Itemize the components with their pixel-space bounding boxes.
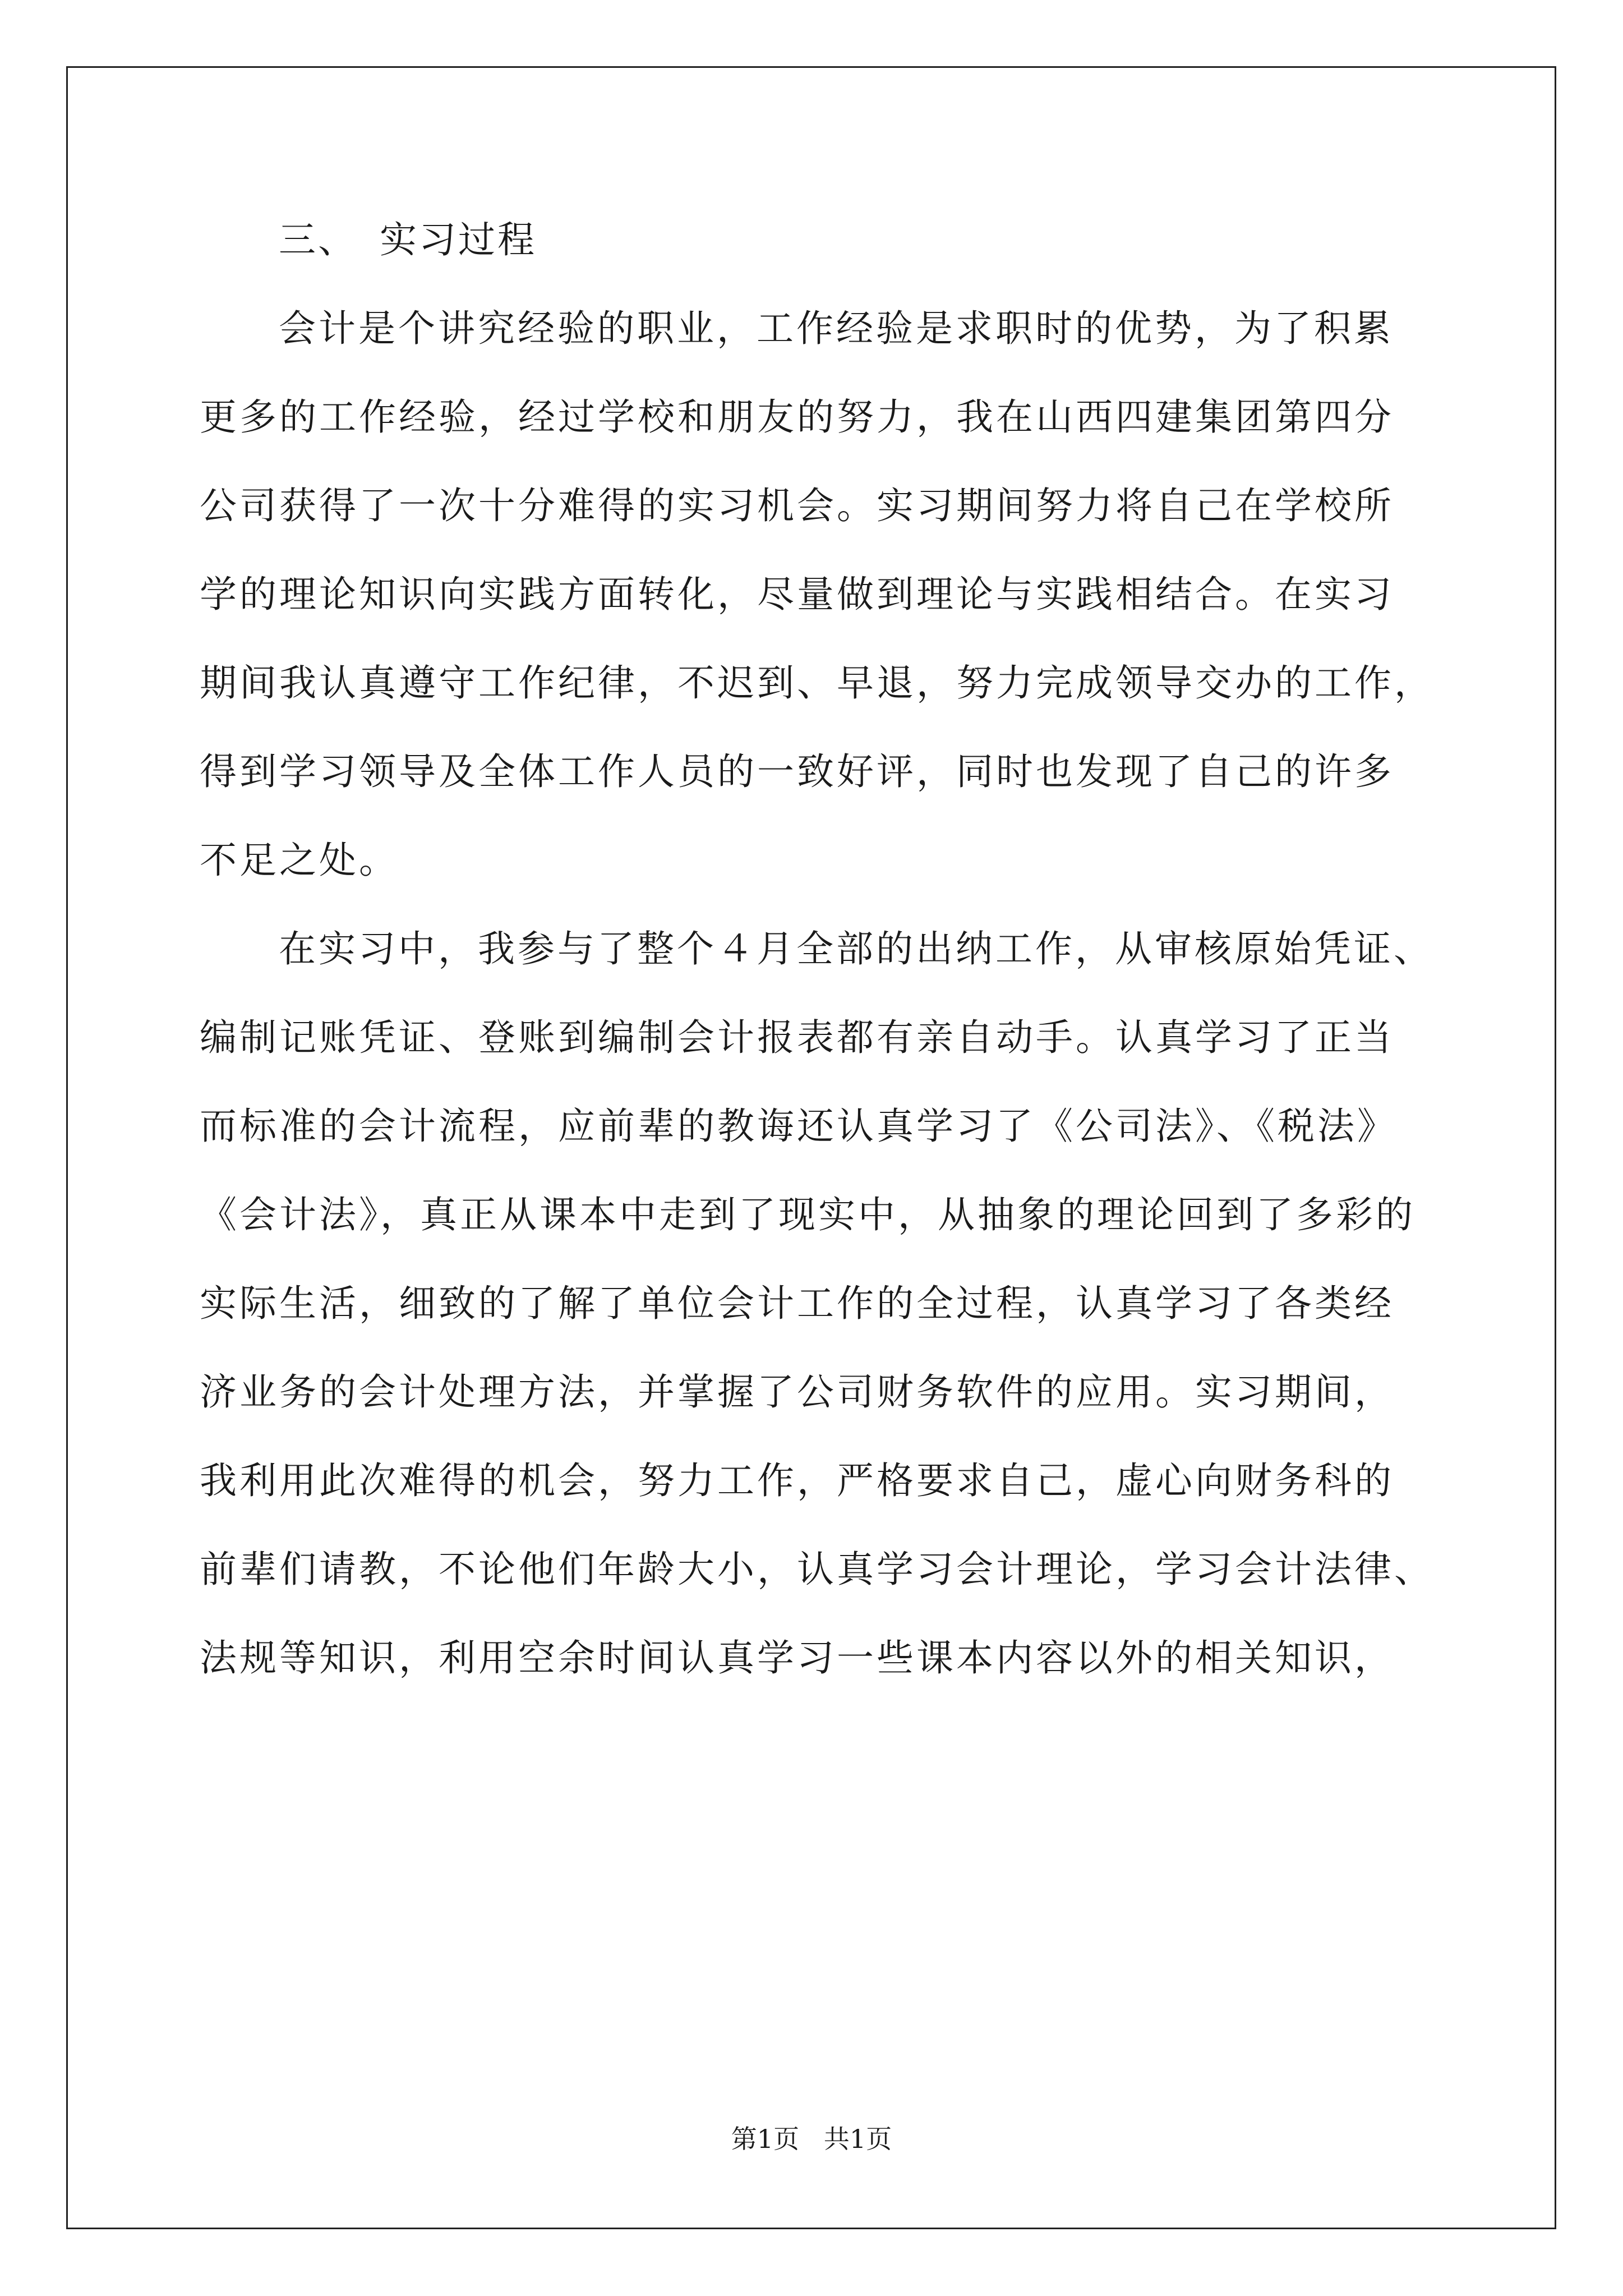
paragraph-line: 在实习中，我参与了整个４月全部的出纳工作，从审核原始凭证、: [279, 927, 1433, 970]
paragraph-line: 前辈们请教，不论他们年龄大小，认真学习会计理论，学习会计法律、: [200, 1548, 1434, 1591]
paragraph-line: 而标准的会计流程，应前辈的教诲还认真学习了《公司法》、《税法》: [200, 1105, 1397, 1148]
paragraph-2: [200, 927, 1434, 1728]
section-heading: [200, 218, 1433, 310]
paragraph-line: 学的理论知识向实践方面转化，尽量做到理论与实践相结合。在实习: [200, 573, 1394, 616]
paragraph-line: 济业务的会计处理方法，并掌握了公司财务软件的应用。实习期间，: [200, 1370, 1394, 1414]
paragraph-line: 得到学习领导及全体工作人员的一致好评，同时也发现了自己的许多: [200, 750, 1394, 793]
document-body: [200, 218, 1434, 1728]
section-number: 三、: [279, 218, 357, 261]
paragraph-line: 不足之处。: [200, 839, 399, 882]
paragraph-line: 更多的工作经验，经过学校和朋友的努力，我在山西四建集团第四分: [200, 395, 1394, 439]
paragraph-line: 我利用此次难得的机会，努力工作，严格要求自己，虚心向财务科的: [200, 1459, 1394, 1502]
paragraph-1: [200, 307, 1434, 931]
paragraph-line: 会计是个讲究经验的职业，工作经验是求职时的优势，为了积累: [279, 307, 1394, 350]
page-footer: 第1页 共1页: [731, 2124, 892, 2154]
paragraph-line: 《会计法》，真正从课本中走到了现实中，从抽象的理论回到了多彩的: [200, 1193, 1415, 1236]
section-title: 实习过程: [380, 218, 537, 261]
paragraph-line: 公司获得了一次十分难得的实习机会。实习期间努力将自己在学校所: [200, 484, 1394, 527]
paragraph-line: 期间我认真遵守工作纪律，不迟到、早退，努力完成领导交办的工作，: [200, 661, 1434, 705]
paragraph-line: 编制记账凭证、登账到编制会计报表都有亲自动手。认真学习了正当: [200, 1016, 1394, 1059]
paragraph-line: 实际生活，细致的了解了单位会计工作的全过程，认真学习了各类经: [200, 1282, 1394, 1325]
paragraph-line: 法规等知识，利用空余时间认真学习一些课本内容以外的相关知识，: [200, 1636, 1394, 1680]
